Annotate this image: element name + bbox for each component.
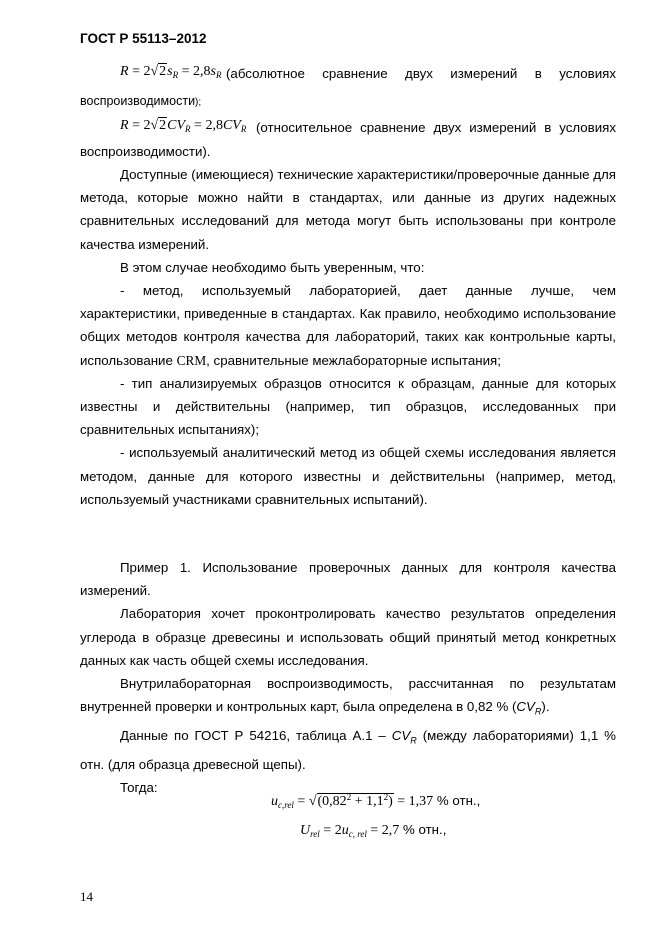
sqrt-sign: $√(0,82^2 + 1,1^2)$ [308,792,393,809]
formula-expanded-uncertainty: $U_{rel} = 2u_{c, rel} = 2,7$ % отн., [300,822,447,839]
list-item: - метод, используемый лабораторией, дает данные лучше, чем характеристики, приведенные в стандартах. Как правило, необходимо использование общих методов контроля качества для лабораторий, таких как контрольные карты, использование CRM, сравнительные межлабораторные испытания; [80,283,616,368]
paragraph: Доступные (имеющиеся) технические характеристики/проверочные данные для метода, которые можно найти в стандартах, или данные из других надежных сравнительных исследований для метода могут быть использованы при контроле качества измерений. [80,167,616,252]
formula2-description-cont: воспроизводимости). [80,144,211,159]
document-header: ГОСТ Р 55113–2012 [80,31,207,46]
page-number: 14 [80,889,93,904]
paragraph: Тогда: [120,780,158,796]
sqrt-sign: √2 [150,64,167,79]
example-heading: Пример 1. Использование проверочных данных для контроля качества измерений. [80,560,616,599]
formula1-description-cont: воспроизводимости); [80,94,202,108]
list-item: - используемый аналитический метод из общей схемы исследования является методом, данные для которого известны и действительны (например, метод, используемый участниками сравнительных испытаний). [80,445,616,507]
sqrt-sign: √2 [150,118,167,133]
formula2-description: (относительное сравнение двух измерений в условиях [256,120,616,135]
paragraph: В этом случае необходимо быть уверенным, что: [120,259,425,275]
formula-relative-reproducibility: $R = 2√2CV_R = 2,8CV_R$ [120,118,247,134]
body-text-block-2 [80,556,616,799]
paragraph: Данные по ГОСТ Р 54216, таблица $А.1 - CV_R$ (между лабораториями) 1,1 % отн. (для образца древесной щепы). [80,728,616,772]
list-item: - тип анализируемых образцов относится к образцам, данные для которых известны и действительны (например, тип образцов, исследованных при сравнительных испытаниях); [80,375,616,438]
paragraph: Внутрилабораторная воспроизводимость, рассчитанная по результатам внутренней проверки и контрольных карт, была определена в 0,82 % $(CV_R)$. [80,676,616,717]
body-text-block-1 [80,163,616,511]
paragraph: Лаборатория хочет проконтролировать качество результатов определения углерода в образце древесины и использовать общий принятый метод конкретных данных как часть общей схемы исследования. [80,606,616,668]
formula-absolute-reproducibility: $R = 2√2s_R = 2,8s_R$ [120,64,222,80]
formula-combined-uncertainty: $u_{c,rel} = √(0,82^2 + 1,1^2) = 1,37$ % отн., [271,792,481,810]
formula1-description: (абсолютное сравнение двух измерений в условиях [226,66,616,81]
